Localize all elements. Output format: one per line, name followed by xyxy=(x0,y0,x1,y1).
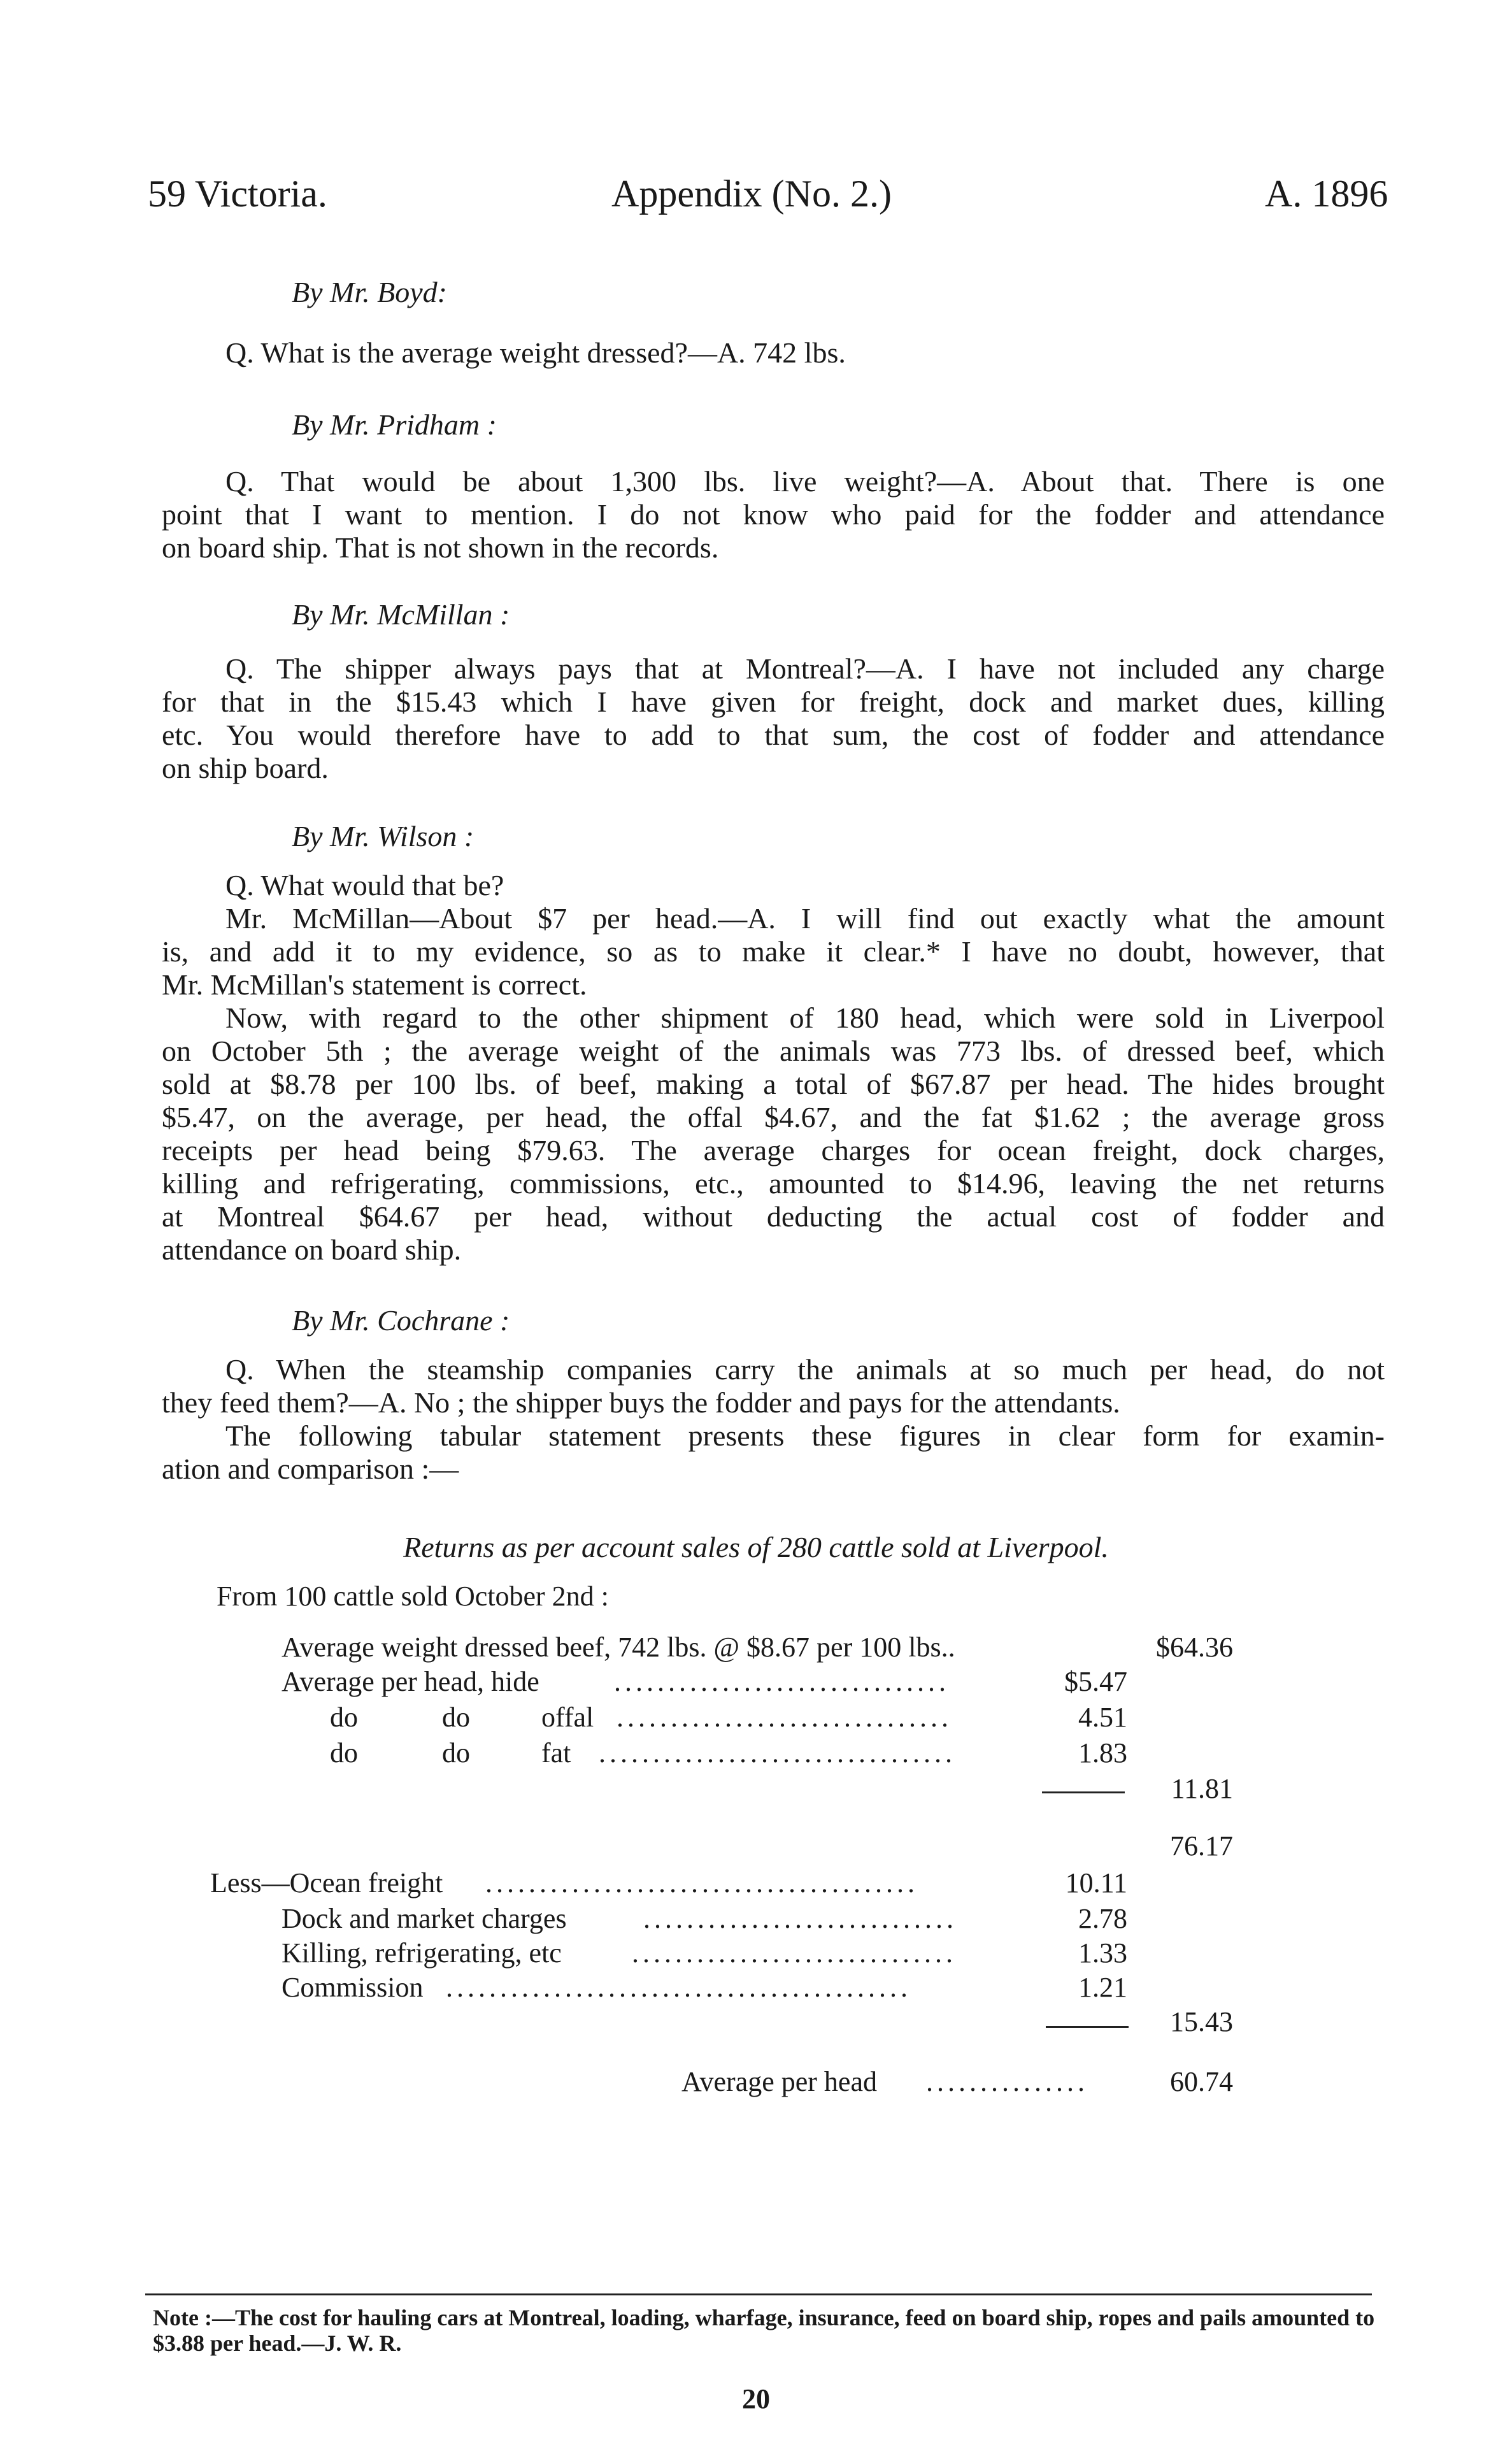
charges-total: 15.43 xyxy=(1170,2006,1233,2037)
ditto-mark: do xyxy=(442,1702,470,1733)
leader-dots: ............................. xyxy=(643,1903,957,1934)
speaker-cochrane: By Mr. Cochrane : xyxy=(292,1304,510,1337)
avg-weight-line: Average weight dressed beef, 742 lbs. @ $8.67 per 100 lbs.. xyxy=(282,1632,955,1663)
paragraph xyxy=(162,465,1385,564)
text-line: on October 5th ; the average weight of the animals was 773 lbs. of dressed beef, which xyxy=(162,1035,1385,1067)
text-line: Mr. McMillan—About $7 per head.—A. I will find out exactly what the amount xyxy=(225,902,1385,935)
text-line: on board ship. That is not shown in the records. xyxy=(162,531,719,564)
text-line: The following tabular statement presents these figures in clear form for examin- xyxy=(225,1419,1385,1452)
header-left: 59 Victoria. xyxy=(148,173,327,215)
fat-value: 1.83 xyxy=(1078,1737,1127,1769)
speaker-mcmillan: By Mr. McMillan : xyxy=(292,598,510,631)
leader-dots: .............................. xyxy=(632,1937,957,1969)
table-from-line: From 100 cattle sold October 2nd : xyxy=(217,1581,609,1612)
speaker-pridham: By Mr. Pridham : xyxy=(292,408,497,441)
text-line: ation and comparison :— xyxy=(162,1453,459,1485)
footnote-rule xyxy=(145,2293,1372,2295)
hide-label: Average per head, hide xyxy=(282,1666,539,1697)
text-line: on ship board. xyxy=(162,752,329,784)
offal-value: 4.51 xyxy=(1078,1702,1127,1733)
paragraph xyxy=(162,902,1385,1001)
ditto-mark: do xyxy=(442,1737,470,1769)
text-line: Now, with regard to the other shipment of 180 head, which were sold in Liverpool xyxy=(225,1001,1385,1034)
text-line: attendance on board ship. xyxy=(162,1233,462,1266)
speaker-boyd: By Mr. Boyd: xyxy=(292,276,447,308)
paragraph xyxy=(225,336,1053,370)
dock-label: Dock and market charges xyxy=(282,1903,567,1934)
header-right: A. 1896 xyxy=(1265,173,1388,215)
commission-label: Commission xyxy=(282,1972,424,2003)
leader-dots: ........................................... xyxy=(446,1972,911,2003)
leader-dots: ............................... xyxy=(617,1702,952,1733)
gross-total: 76.17 xyxy=(1170,1830,1233,1862)
text-line: is, and add it to my evidence, so as to make it clear.* I have no doubt, however, that xyxy=(162,935,1385,968)
paragraph xyxy=(225,869,799,902)
paragraph xyxy=(162,1419,1385,1486)
ditto-mark: do xyxy=(330,1702,358,1733)
killing-label: Killing, refrigerating, etc xyxy=(282,1937,562,1969)
paragraph xyxy=(162,1001,1385,1267)
leader-dots: ............................... xyxy=(614,1666,950,1697)
dock-value: 2.78 xyxy=(1078,1903,1127,1934)
text-line: sold at $8.78 per 100 lbs. of beef, making a total of $67.87 per head. The hides brought xyxy=(162,1068,1385,1100)
avg-per-head-value: 60.74 xyxy=(1170,2066,1233,2097)
text-line: receipts per head being $79.63. The average charges for ocean freight, dock charges, xyxy=(162,1134,1385,1166)
text-line: Mr. McMillan's statement is correct. xyxy=(162,968,587,1001)
footnote: Note :—The cost for hauling cars at Montreal, loading, wharfage, insurance, feed on board ship, ropes and pails amounted to $3.88 per head.—J. W. R. xyxy=(153,2305,1375,2356)
paragraph xyxy=(162,1353,1385,1419)
ocean-freight-value: 10.11 xyxy=(1065,1867,1127,1898)
leader-dots: ................................. xyxy=(599,1737,956,1769)
commission-value: 1.21 xyxy=(1078,1972,1127,2003)
text-line: Q. When the steamship companies carry the animals at so much per head, do not xyxy=(225,1353,1385,1386)
header-center: Appendix (No. 2.) xyxy=(611,173,892,215)
byproducts-subtotal: 11.81 xyxy=(1171,1773,1233,1804)
table-title: Returns as per account sales of 280 cattle sold at Liverpool. xyxy=(403,1531,1109,1563)
leader-dots: ........................................ xyxy=(485,1867,918,1898)
text-line: Q. What is the average weight dressed?—A. 742 lbs. xyxy=(225,336,846,369)
text-line: point that I want to mention. I do not know who paid for the fodder and attendance xyxy=(162,498,1385,531)
text-line: they feed them?—A. No ; the shipper buys the fodder and pays for the attendants. xyxy=(162,1386,1120,1419)
text-line: Q. What would that be? xyxy=(225,869,504,901)
ditto-mark: do xyxy=(330,1737,358,1769)
text-line: etc. You would therefore have to add to that sum, the cost of fodder and attendance xyxy=(162,719,1385,751)
text-line: Q. That would be about 1,300 lbs. live weight?—A. About that. There is one xyxy=(225,465,1385,498)
paragraph xyxy=(162,652,1385,785)
avg-weight-value: $64.36 xyxy=(1156,1632,1233,1663)
hide-value: $5.47 xyxy=(1064,1666,1127,1697)
leader-dots: ............... xyxy=(926,2066,1088,2097)
avg-per-head-label: Average per head xyxy=(681,2066,877,2097)
text-line: for that in the $15.43 which I have given for freight, dock and market dues, killing xyxy=(162,685,1385,718)
speaker-wilson: By Mr. Wilson : xyxy=(292,820,474,852)
text-line: $5.47, on the average, per head, the offal $4.67, and the fat $1.62 ; the average gross xyxy=(162,1101,1385,1133)
killing-value: 1.33 xyxy=(1078,1937,1127,1969)
ocean-freight-label: Less—Ocean freight xyxy=(210,1867,443,1898)
page-number: 20 xyxy=(742,2383,770,2415)
text-line: Q. The shipper always pays that at Montreal?—A. I have not included any charge xyxy=(225,652,1385,685)
fat-label: fat xyxy=(541,1737,571,1769)
offal-label: offal xyxy=(541,1702,594,1733)
text-line: at Montreal $64.67 per head, without deducting the actual cost of fodder and xyxy=(162,1200,1385,1233)
text-line: killing and refrigerating, commissions, etc., amounted to $14.96, leaving the net returns xyxy=(162,1167,1385,1200)
